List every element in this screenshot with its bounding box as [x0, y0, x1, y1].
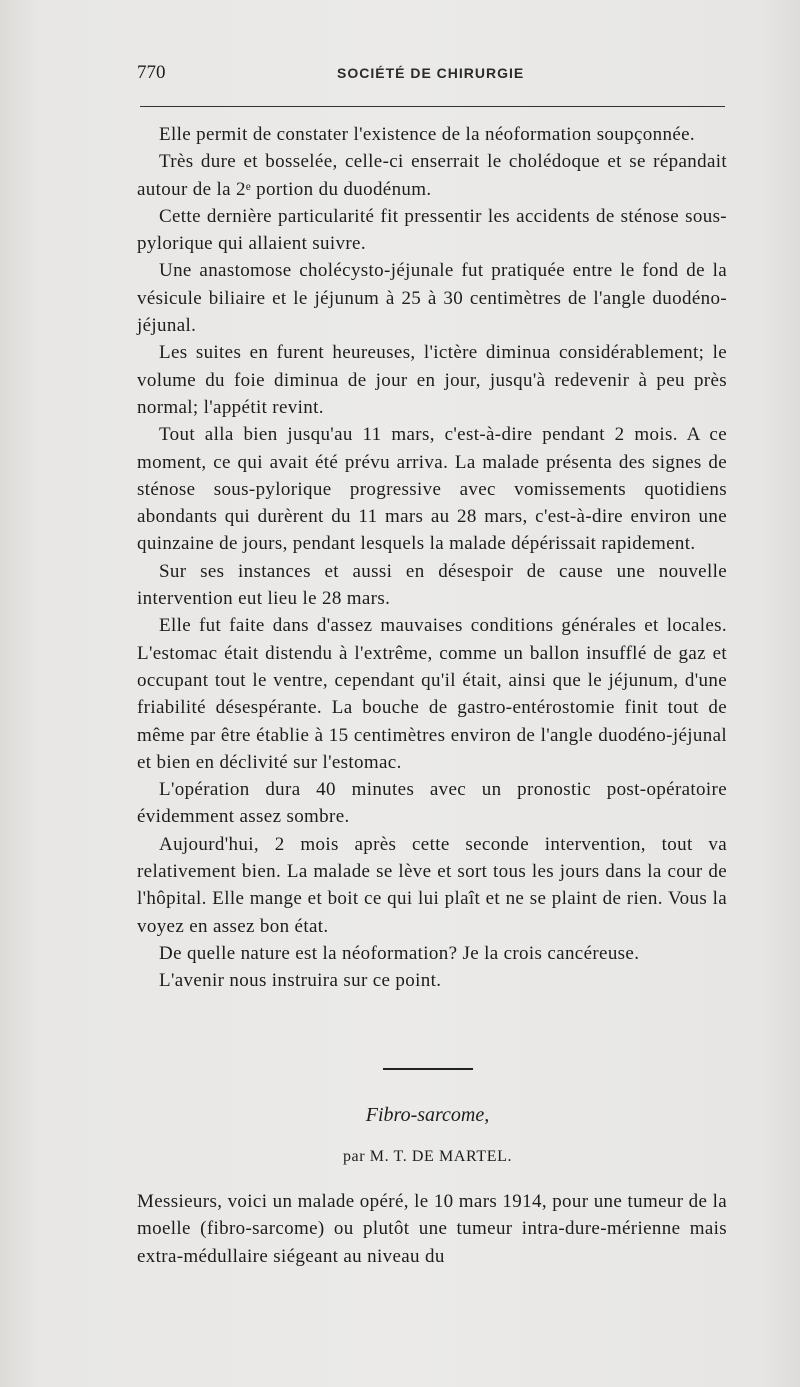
paragraph: De quelle nature est la néoformation? Je la crois cancéreuse. — [159, 942, 640, 964]
paragraph: Une anastomose cholécysto-jéjunale fut pratiquée entre le fond de la vésicule biliaire et le jéjunum à 25 à 30 centimètres de l'angle duodéno-jéjunal. — [137, 260, 727, 337]
paragraph: Aujourd'hui, 2 mois après cette seconde intervention, tout va relativement bien. La malade se lève et sort tous les jours dans la cour de l'hôpital. Elle mange et boit ce qui lui plaît et ne se plaint de rien. Vous la voyez en assez bon état. — [137, 833, 727, 937]
article-byline: par M. T. DE MARTEL. — [342, 1148, 513, 1165]
paragraph: Cette dernière particularité fit pressentir les accidents de sténose sous-pylorique qui allaient suivre. — [137, 205, 727, 255]
paragraph: Elle permit de constater l'existence de la néoformation soupçonnée. — [159, 124, 695, 145]
paragraph: Les suites en furent heureuses, l'ictère diminua considérablement; le volume du foie diminua de jour en jour, jusqu'à redevenir à peu près normal; l'appétit revint. — [137, 342, 727, 418]
article-title: Fibro-sarcome, — [365, 1104, 490, 1126]
paragraph: Tout alla bien jusqu'au 11 mars, c'est-à-dire pendant 2 mois. A ce moment, ce qui avait été prévu arriva. La malade présenta des signes de sténose sous-pylorique progressive avec vomissements quotidiens abondants qui durèrent du 11 mars au 28 mars, c'est-à-dire environ une quinzaine de jours, pendant lesquels la malade dépérissait rapidement. — [137, 424, 727, 555]
article-text — [137, 1188, 727, 1270]
page-number: 770 — [137, 62, 166, 83]
page-header — [137, 62, 725, 88]
paragraph: Messieurs, voici un malade opéré, le 10 mars 1914, pour une tumeur de la moelle (fibro-sarcome) ou plutôt une tumeur intra-dure-mérienne mais extra-médullaire siégeant au niveau du — [137, 1191, 727, 1267]
paragraph: L'avenir nous instruira sur ce point. — [159, 970, 442, 992]
header-rule — [140, 106, 725, 107]
section-divider — [383, 1068, 473, 1070]
paragraph: Sur ses instances et aussi en désespoir de cause une nouvelle intervention eut lieu le 28 mars. — [137, 560, 727, 610]
paragraph: Très dure et bosselée, celle-ci enserrait le cholédoque et se répandait autour de la 2ᵉ portion du duodénum. — [137, 151, 727, 200]
paragraph: Elle fut faite dans d'assez mauvaises conditions générales et locales. L'estomac était distendu à l'extrême, comme un ballon insufflé de gaz et occupant tout le ventre, cependant qu'il était, ainsi que le jéjunum, d'une friabilité désespérante. La bouche de gastro-entérostomie finit tout de même par être établie à 15 centimètres environ de l'angle duodéno-jéjunal et bien en déclivité sur l'estomac. — [137, 615, 727, 773]
paragraph: L'opération dura 40 minutes avec un pronostic post-opératoire évidemment assez sombre. — [137, 779, 727, 828]
main-text — [137, 121, 727, 995]
running-head: SOCIÉTÉ DE CHIRURGIE — [337, 65, 525, 81]
